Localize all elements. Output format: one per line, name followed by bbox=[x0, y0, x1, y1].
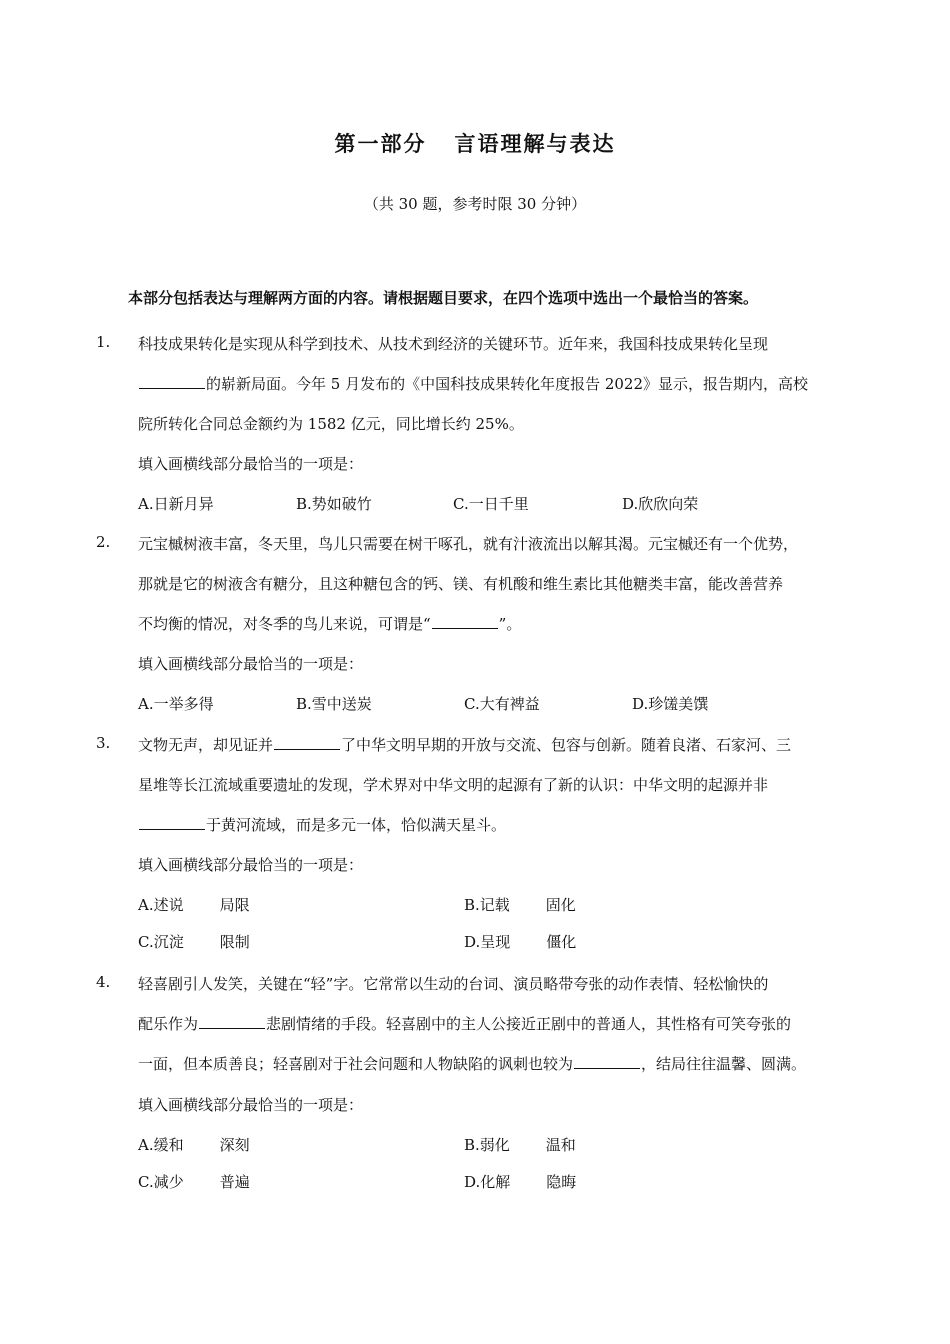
question-stem-line: 的崭新局面。今年 5 月发布的《中国科技成果转化年度报告 2022》显示，报告期内，高校 bbox=[138, 373, 808, 394]
question-number: 3. bbox=[96, 734, 111, 752]
option-b[interactable]: B.记载 固化 bbox=[464, 896, 576, 914]
option-b[interactable]: B.雪中送炭 bbox=[296, 695, 372, 713]
option-a[interactable]: A.一举多得 bbox=[138, 695, 214, 713]
question-stem-line: 元宝槭树液丰富，冬天里，鸟儿只需要在树干啄孔，就有汁液流出以解其渴。元宝槭还有一个优势， bbox=[138, 535, 799, 553]
question-prompt: 填入画横线部分最恰当的一项是： bbox=[138, 1096, 364, 1114]
question-stem-line: 院所转化合同总金额约为 1582 亿元，同比增长约 25%。 bbox=[138, 415, 524, 433]
option-b[interactable]: B.弱化 温和 bbox=[464, 1136, 576, 1154]
option-a[interactable]: A.缓和 深刻 bbox=[138, 1136, 250, 1154]
option-b[interactable]: B.势如破竹 bbox=[296, 495, 372, 513]
question-stem-line: 那就是它的树液含有糖分，且这种糖包含的钙、镁、有机酸和维生素比其他糖类丰富，能改善营养 bbox=[138, 575, 784, 593]
option-d[interactable]: D.呈现 僵化 bbox=[464, 933, 577, 951]
question-number: 4. bbox=[96, 973, 111, 991]
option-d[interactable]: D.欣欣向荣 bbox=[622, 495, 699, 513]
option-a[interactable]: A.日新月异 bbox=[138, 495, 214, 513]
answer-blank bbox=[574, 1054, 640, 1069]
option-a[interactable]: A.述说 局限 bbox=[138, 896, 250, 914]
option-c[interactable]: C.减少 普遍 bbox=[138, 1173, 250, 1191]
part-name: 言语理解与表达 bbox=[454, 132, 616, 156]
page-title bbox=[0, 128, 950, 158]
answer-blank bbox=[139, 374, 205, 389]
question-prompt: 填入画横线部分最恰当的一项是： bbox=[138, 856, 364, 874]
question-stem-line: 星堆等长江流域重要遗址的发现，学术界对中华文明的起源有了新的认识：中华文明的起源并非 bbox=[138, 776, 769, 794]
section-instruction: 本部分包括表达与理解两方面的内容。请根据题目要求，在四个选项中选出一个最恰当的答案。 bbox=[128, 289, 759, 307]
question-prompt: 填入画横线部分最恰当的一项是： bbox=[138, 455, 364, 473]
question-stem-line: 轻喜剧引人发笑，关键在“轻”字。它常常以生动的台词、演员略带夸张的动作表情、轻松愉快的 bbox=[138, 975, 769, 993]
option-c[interactable]: C.大有裨益 bbox=[464, 695, 540, 713]
question-stem-line: 一面，但本质善良；轻喜剧对于社会问题和人物缺陷的讽刺也较为 ，结局往往温馨、圆满。 bbox=[138, 1055, 807, 1073]
answer-blank bbox=[199, 1014, 265, 1029]
option-d[interactable]: D.化解 隐晦 bbox=[464, 1173, 577, 1191]
answer-blank bbox=[432, 614, 498, 629]
question-number: 1. bbox=[96, 333, 111, 351]
question-stem-line: 文物无声，却见证并 了中华文明早期的开放与交流、包容与创新。随着良渚、石家河、三 bbox=[138, 736, 792, 754]
question-stem-line: 不均衡的情况，对冬季的鸟儿来说，可谓是“ ”。 bbox=[138, 615, 522, 633]
question-stem-line: 于黄河流域，而是多元一体，恰似满天星斗。 bbox=[138, 814, 506, 835]
part-label: 第一部分 bbox=[334, 132, 427, 156]
page-subtitle: （共 30 题，参考时限 30 分钟） bbox=[363, 195, 587, 213]
answer-blank bbox=[139, 815, 205, 830]
question-stem-line: 配乐作为 悲剧情绪的手段。轻喜剧中的主人公接近正剧中的普通人，其性格有可笑夸张的 bbox=[138, 1015, 792, 1033]
question-prompt: 填入画横线部分最恰当的一项是： bbox=[138, 655, 364, 673]
question-stem-line: 科技成果转化是实现从科学到技术、从技术到经济的关键环节。近年来，我国科技成果转化呈现 bbox=[138, 335, 769, 353]
option-c[interactable]: C.沉淀 限制 bbox=[138, 933, 250, 951]
answer-blank bbox=[274, 735, 340, 750]
question-number: 2. bbox=[96, 533, 111, 551]
option-d[interactable]: D.珍馐美馔 bbox=[632, 695, 709, 713]
option-c[interactable]: C.一日千里 bbox=[453, 495, 529, 513]
